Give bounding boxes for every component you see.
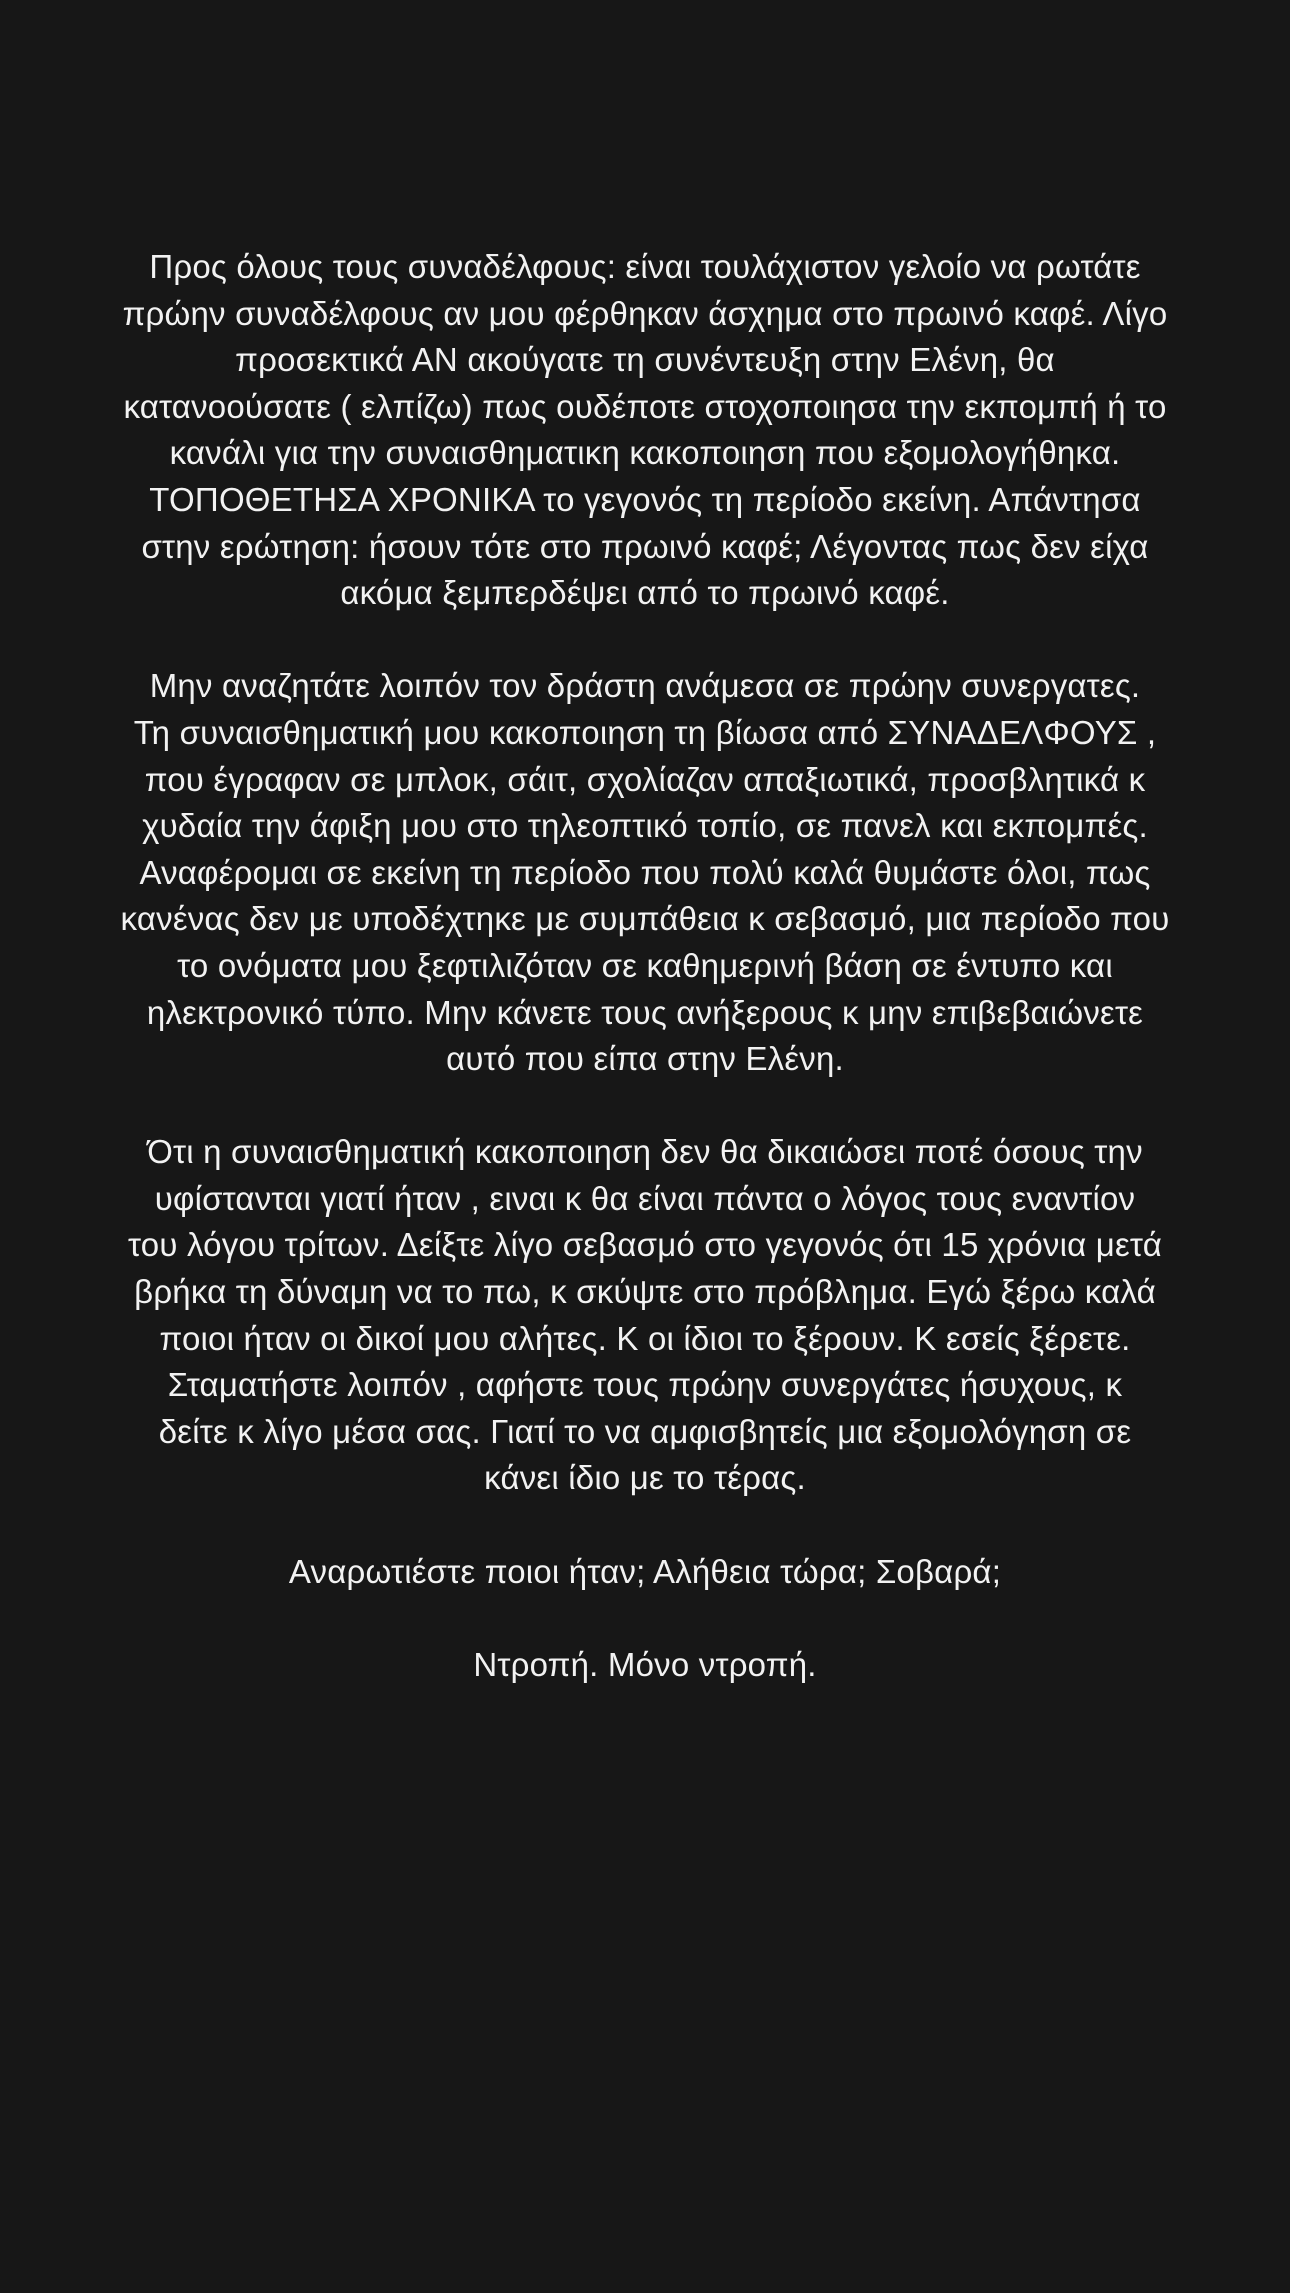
text-line: δείτε κ λίγο μέσα σας. Γιατί το να αμφισβητείς μια εξομολόγηση σε xyxy=(158,1412,1132,1450)
text-line: ηλεκτρονικό τύπο. Μην κάνετε τους ανήξερους κ μην επιβεβαιώνετε xyxy=(146,993,1144,1031)
text-line: αυτό που είπα στην Ελένη. xyxy=(446,1040,844,1078)
text-line: Αναφέρομαι σε εκείνη τη περίοδο που πολύ καλά θυμάστε όλοι, πως xyxy=(139,853,1151,891)
text-line: Τη συναισθηματική μου κακοποιηση τη βίωσα από ΣΥΝΑΔΕΛΦΟΥΣ , xyxy=(133,713,1157,751)
text-line: βρήκα τη δύναμη να το πω, κ σκύψτε στο πρόβλημα. Εγώ ξέρω καλά xyxy=(134,1273,1156,1311)
text-line: χυδαία την άφιξη μου στο τηλεοπτικό τοπίο, σε πανελ και εκπομπές. xyxy=(142,807,1148,845)
text-line: κανένας δεν με υποδέχτηκε με συμπάθεια κ σεβασμό, μια περίοδο που xyxy=(120,900,1170,938)
paragraph-4 xyxy=(50,1549,1240,1596)
text-line: ποιοι ήταν οι δικοί μου αλήτες. Κ οι ίδιοι το ξέρουν. Κ εσείς ξέρετε. xyxy=(159,1319,1131,1357)
text-line: ακόμα ξεμπερδέψει από το πρωινό καφέ. xyxy=(340,574,950,612)
text-line: υφίστανται γιατί ήταν , ειναι κ θα είναι πάντα ο λόγος τους εναντίον xyxy=(154,1179,1136,1217)
paragraph-3 xyxy=(50,1129,1240,1502)
text-line: Σταματήστε λοιπόν , αφήστε τους πρώην συνεργάτες ήσυχους, κ xyxy=(167,1366,1123,1404)
text-line: πρώην συναδέλφους αν μου φέρθηκαν άσχημα στο πρωινό καφέ. Λίγο xyxy=(122,294,1168,332)
text-line: Προς όλους τους συναδέλφους: είναι τουλάχιστον γελοίο να ρωτάτε xyxy=(149,248,1141,285)
story-text-block xyxy=(50,244,1240,1735)
paragraph-2 xyxy=(50,663,1240,1082)
text-line: ΤΟΠΟΘΕΤΗΣΑ ΧΡΟΝΙΚΑ το γεγονός τη περίοδο εκείνη. Απάντησα xyxy=(149,480,1141,518)
text-line: του λόγου τρίτων. Δείξτε λίγο σεβασμό στο γεγονός ότι 15 χρόνια μετά xyxy=(128,1226,1162,1264)
text-line: στην ερώτηση: ήσουν τότε στο πρωινό καφέ; Λέγοντας πως δεν είχα xyxy=(141,527,1149,565)
text-line: κάνει ίδιο με το τέρας. xyxy=(484,1459,806,1497)
paragraph-5 xyxy=(50,1642,1240,1689)
text-line: Μην αναζητάτε λοιπόν τον δράστη ανάμεσα σε πρώην συνεργατες. xyxy=(149,667,1141,705)
text-line: κατανοούσατε ( ελπίζω) πως ουδέποτε στοχοποιησα την εκπομπή ή το xyxy=(123,387,1167,425)
text-line: Αναρωτιέστε ποιοι ήταν; Αλήθεια τώρα; Σοβαρά; xyxy=(288,1552,1002,1590)
paragraph-1 xyxy=(50,244,1240,617)
text-line: που έγραφαν σε μπλοκ, σάιτ, σχολίαζαν απαξιωτικά, προσβλητικά κ xyxy=(144,760,1146,798)
text-line: προσεκτικά ΑΝ ακούγατε τη συνέντευξη στην Ελένη, θα xyxy=(235,341,1055,379)
text-line: το ονόματα μου ξεφτιλιζόταν σε καθημερινή βάση σε έντυπο και xyxy=(177,946,1113,984)
text-line: Ντροπή. Μόνο ντροπή. xyxy=(473,1645,817,1683)
text-line: κανάλι για την συναισθηματικη κακοποιηση που εξομολογήθηκα. xyxy=(169,434,1121,472)
text-line: Ότι η συναισθηματική κακοποιηση δεν θα δικαιώσει ποτέ όσους την xyxy=(147,1133,1143,1171)
